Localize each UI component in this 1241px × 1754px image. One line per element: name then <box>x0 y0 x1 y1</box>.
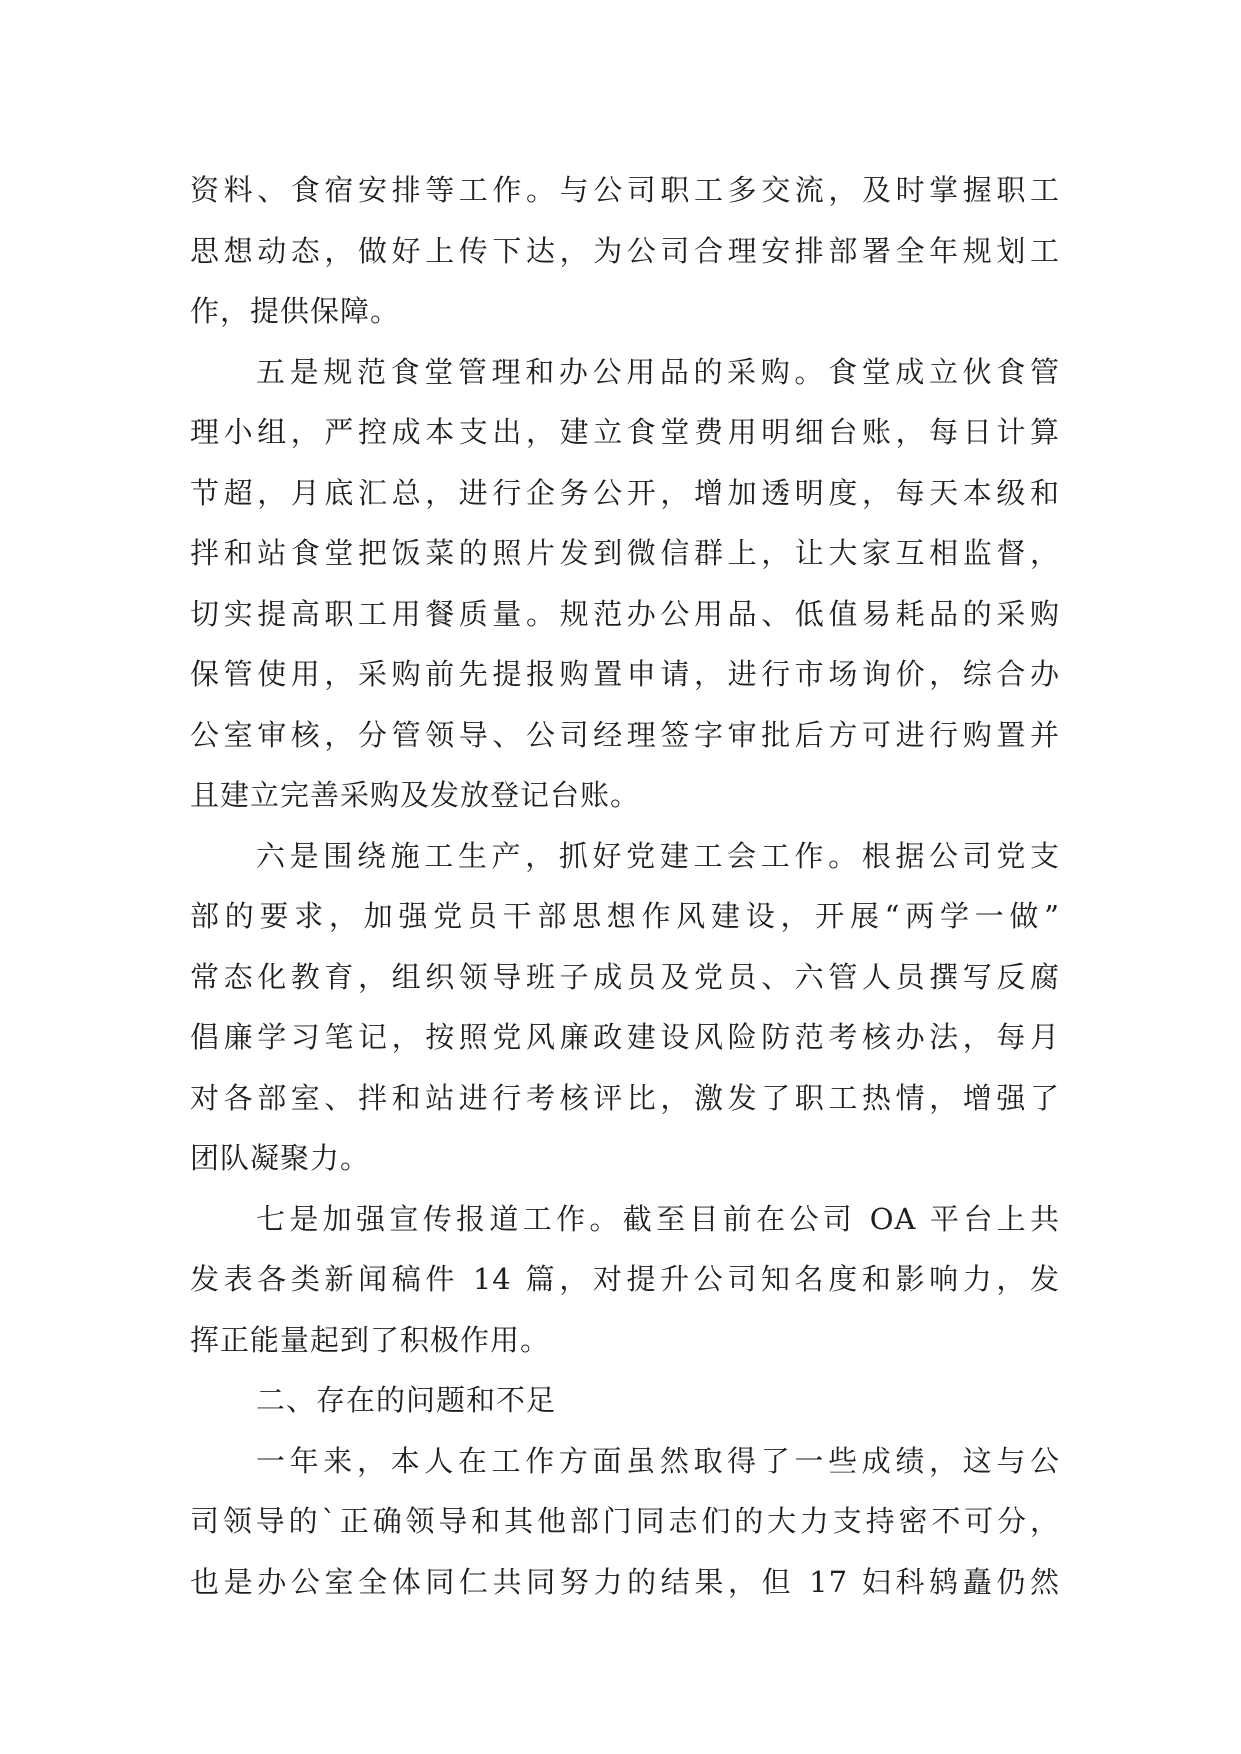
text-line: 保管使用，采购前先提报购置申请，进行市场询价，综合办 <box>190 657 1060 691</box>
paragraph-start: 七是加强宣传报道工作。截至目前在公司 OA 平台上共 <box>256 1201 1060 1236</box>
document-body <box>190 160 1060 1612</box>
paragraph-start: 六是围绕施工生产，抓好党建工会工作。根据公司党支 <box>256 838 1060 873</box>
text-line: 思想动态，做好上传下达，为公司合理安排部署全年规划工 <box>190 233 1060 268</box>
text-line: 拌和站食堂把饭菜的照片发到微信群上，让大家互相监督， <box>190 536 1060 570</box>
text-line: 且建立完善采购及发放登记台账。 <box>190 778 641 812</box>
text-line: 发表各类新闻稿件 14 篇，对提升公司知名度和影响力，发 <box>190 1262 1060 1296</box>
text-line: 公室审核，分管领导、公司经理签字审批后方可进行购置并 <box>190 717 1060 752</box>
text-line: 倡廉学习笔记，按照党风廉政建设风险防范考核办法，每月 <box>190 1020 1060 1054</box>
paragraph-start: 五是规范食堂管理和办公用品的采购。食堂成立伙食管 <box>256 354 1060 389</box>
text-line: 资料、食宿安排等工作。与公司职工多交流，及时掌握职工 <box>190 173 1060 207</box>
text-line: 节超，月底汇总，进行企务公开，增加透明度，每天本级和 <box>190 475 1060 510</box>
text-line: 常态化教育，组织领导班子成员及党员、六管人员撰写反腐 <box>190 959 1060 994</box>
text-line: 挥正能量起到了积极作用。 <box>190 1322 551 1357</box>
section-heading: 二、存在的问题和不足 <box>256 1383 557 1417</box>
text-line: 司领导的`正确领导和其他部门同志们的大力支持密不可分， <box>190 1504 1060 1538</box>
text-line: 切实提高职工用餐质量。规范办公用品、低值易耗品的采购 <box>190 596 1060 631</box>
text-line: 团队凝聚力。 <box>190 1141 371 1175</box>
text-line: 作，提供保障。 <box>190 294 401 328</box>
text-line: 部的要求，加强党员干部思想作风建设，开展“两学一做” <box>190 899 1060 933</box>
text-line: 对各部室、拌和站进行考核评比，激发了职工热情，增强了 <box>190 1080 1060 1115</box>
paragraph-start: 一年来，本人在工作方面虽然取得了一些成绩，这与公 <box>256 1443 1060 1478</box>
text-line: 也是办公室全体同仁共同努力的结果，但 17 妇科鸫矗仍然 <box>190 1564 1060 1599</box>
text-line: 理小组，严控成本支出，建立食堂费用明细台账，每日计算 <box>190 415 1060 449</box>
